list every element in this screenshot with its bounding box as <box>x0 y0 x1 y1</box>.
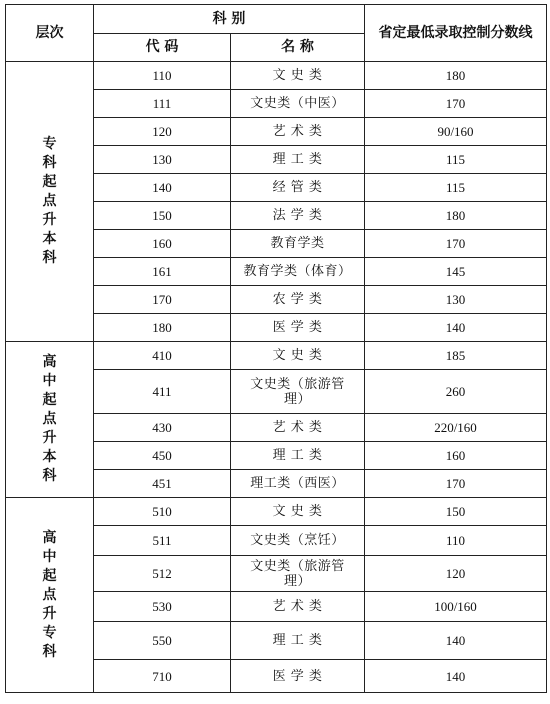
name-cell: 教育学类（体育） <box>231 258 365 286</box>
code-cell: 451 <box>94 470 231 498</box>
code-cell: 130 <box>94 146 231 174</box>
score-cell: 170 <box>365 470 547 498</box>
code-cell: 430 <box>94 414 231 442</box>
name-cell: 经 管 类 <box>231 174 365 202</box>
score-cell: 90/160 <box>365 118 547 146</box>
code-cell: 511 <box>94 526 231 556</box>
code-cell: 180 <box>94 314 231 342</box>
level-cell-gaozhong-zhuanke: 高中起点升专科 <box>6 498 94 693</box>
score-cell: 170 <box>365 230 547 258</box>
name-cell: 理工类（西医） <box>231 470 365 498</box>
score-cell: 145 <box>365 258 547 286</box>
code-cell: 160 <box>94 230 231 258</box>
code-cell: 710 <box>94 660 231 693</box>
header-code: 代 码 <box>94 34 231 62</box>
code-cell: 450 <box>94 442 231 470</box>
score-table <box>5 4 547 693</box>
name-cell: 文 史 类 <box>231 498 365 526</box>
name-cell: 教育学类 <box>231 230 365 258</box>
score-cell: 130 <box>365 286 547 314</box>
code-cell: 140 <box>94 174 231 202</box>
name-cell: 文史类（旅游管理） <box>231 556 365 592</box>
code-cell: 161 <box>94 258 231 286</box>
header-score: 省定最低录取控制分数线 <box>365 5 547 62</box>
name-cell: 艺 术 类 <box>231 414 365 442</box>
name-cell: 医 学 类 <box>231 660 365 693</box>
header-level: 层次 <box>6 5 94 62</box>
name-cell: 理 工 类 <box>231 622 365 660</box>
score-cell: 220/160 <box>365 414 547 442</box>
code-cell: 111 <box>94 90 231 118</box>
score-cell: 110 <box>365 526 547 556</box>
name-cell: 农 学 类 <box>231 286 365 314</box>
score-cell: 170 <box>365 90 547 118</box>
code-cell: 120 <box>94 118 231 146</box>
score-cell: 260 <box>365 370 547 414</box>
level-cell-gaozhong-benke: 高中起点升本科 <box>6 342 94 498</box>
name-cell: 医 学 类 <box>231 314 365 342</box>
score-cell: 140 <box>365 622 547 660</box>
level-cell-zhuanke-benke: 专科起点升本科 <box>6 62 94 342</box>
score-cell: 115 <box>365 174 547 202</box>
code-cell: 550 <box>94 622 231 660</box>
code-cell: 410 <box>94 342 231 370</box>
score-cell: 150 <box>365 498 547 526</box>
score-cell: 185 <box>365 342 547 370</box>
score-cell: 160 <box>365 442 547 470</box>
code-cell: 150 <box>94 202 231 230</box>
score-cell: 140 <box>365 660 547 693</box>
name-cell: 文史类（中医） <box>231 90 365 118</box>
name-cell: 艺 术 类 <box>231 592 365 622</box>
name-cell: 理 工 类 <box>231 146 365 174</box>
score-cell: 120 <box>365 556 547 592</box>
score-cell: 180 <box>365 202 547 230</box>
name-cell: 理 工 类 <box>231 442 365 470</box>
name-cell: 法 学 类 <box>231 202 365 230</box>
name-cell: 文 史 类 <box>231 342 365 370</box>
code-cell: 530 <box>94 592 231 622</box>
score-cell: 140 <box>365 314 547 342</box>
score-cell: 100/160 <box>365 592 547 622</box>
code-cell: 170 <box>94 286 231 314</box>
name-cell: 文史类（烹饪） <box>231 526 365 556</box>
name-cell: 文史类（旅游管理） <box>231 370 365 414</box>
code-cell: 510 <box>94 498 231 526</box>
header-subject: 科 别 <box>94 5 365 34</box>
code-cell: 512 <box>94 556 231 592</box>
code-cell: 110 <box>94 62 231 90</box>
score-cell: 115 <box>365 146 547 174</box>
header-name: 名 称 <box>231 34 365 62</box>
name-cell: 艺 术 类 <box>231 118 365 146</box>
name-cell: 文 史 类 <box>231 62 365 90</box>
score-cell: 180 <box>365 62 547 90</box>
code-cell: 411 <box>94 370 231 414</box>
